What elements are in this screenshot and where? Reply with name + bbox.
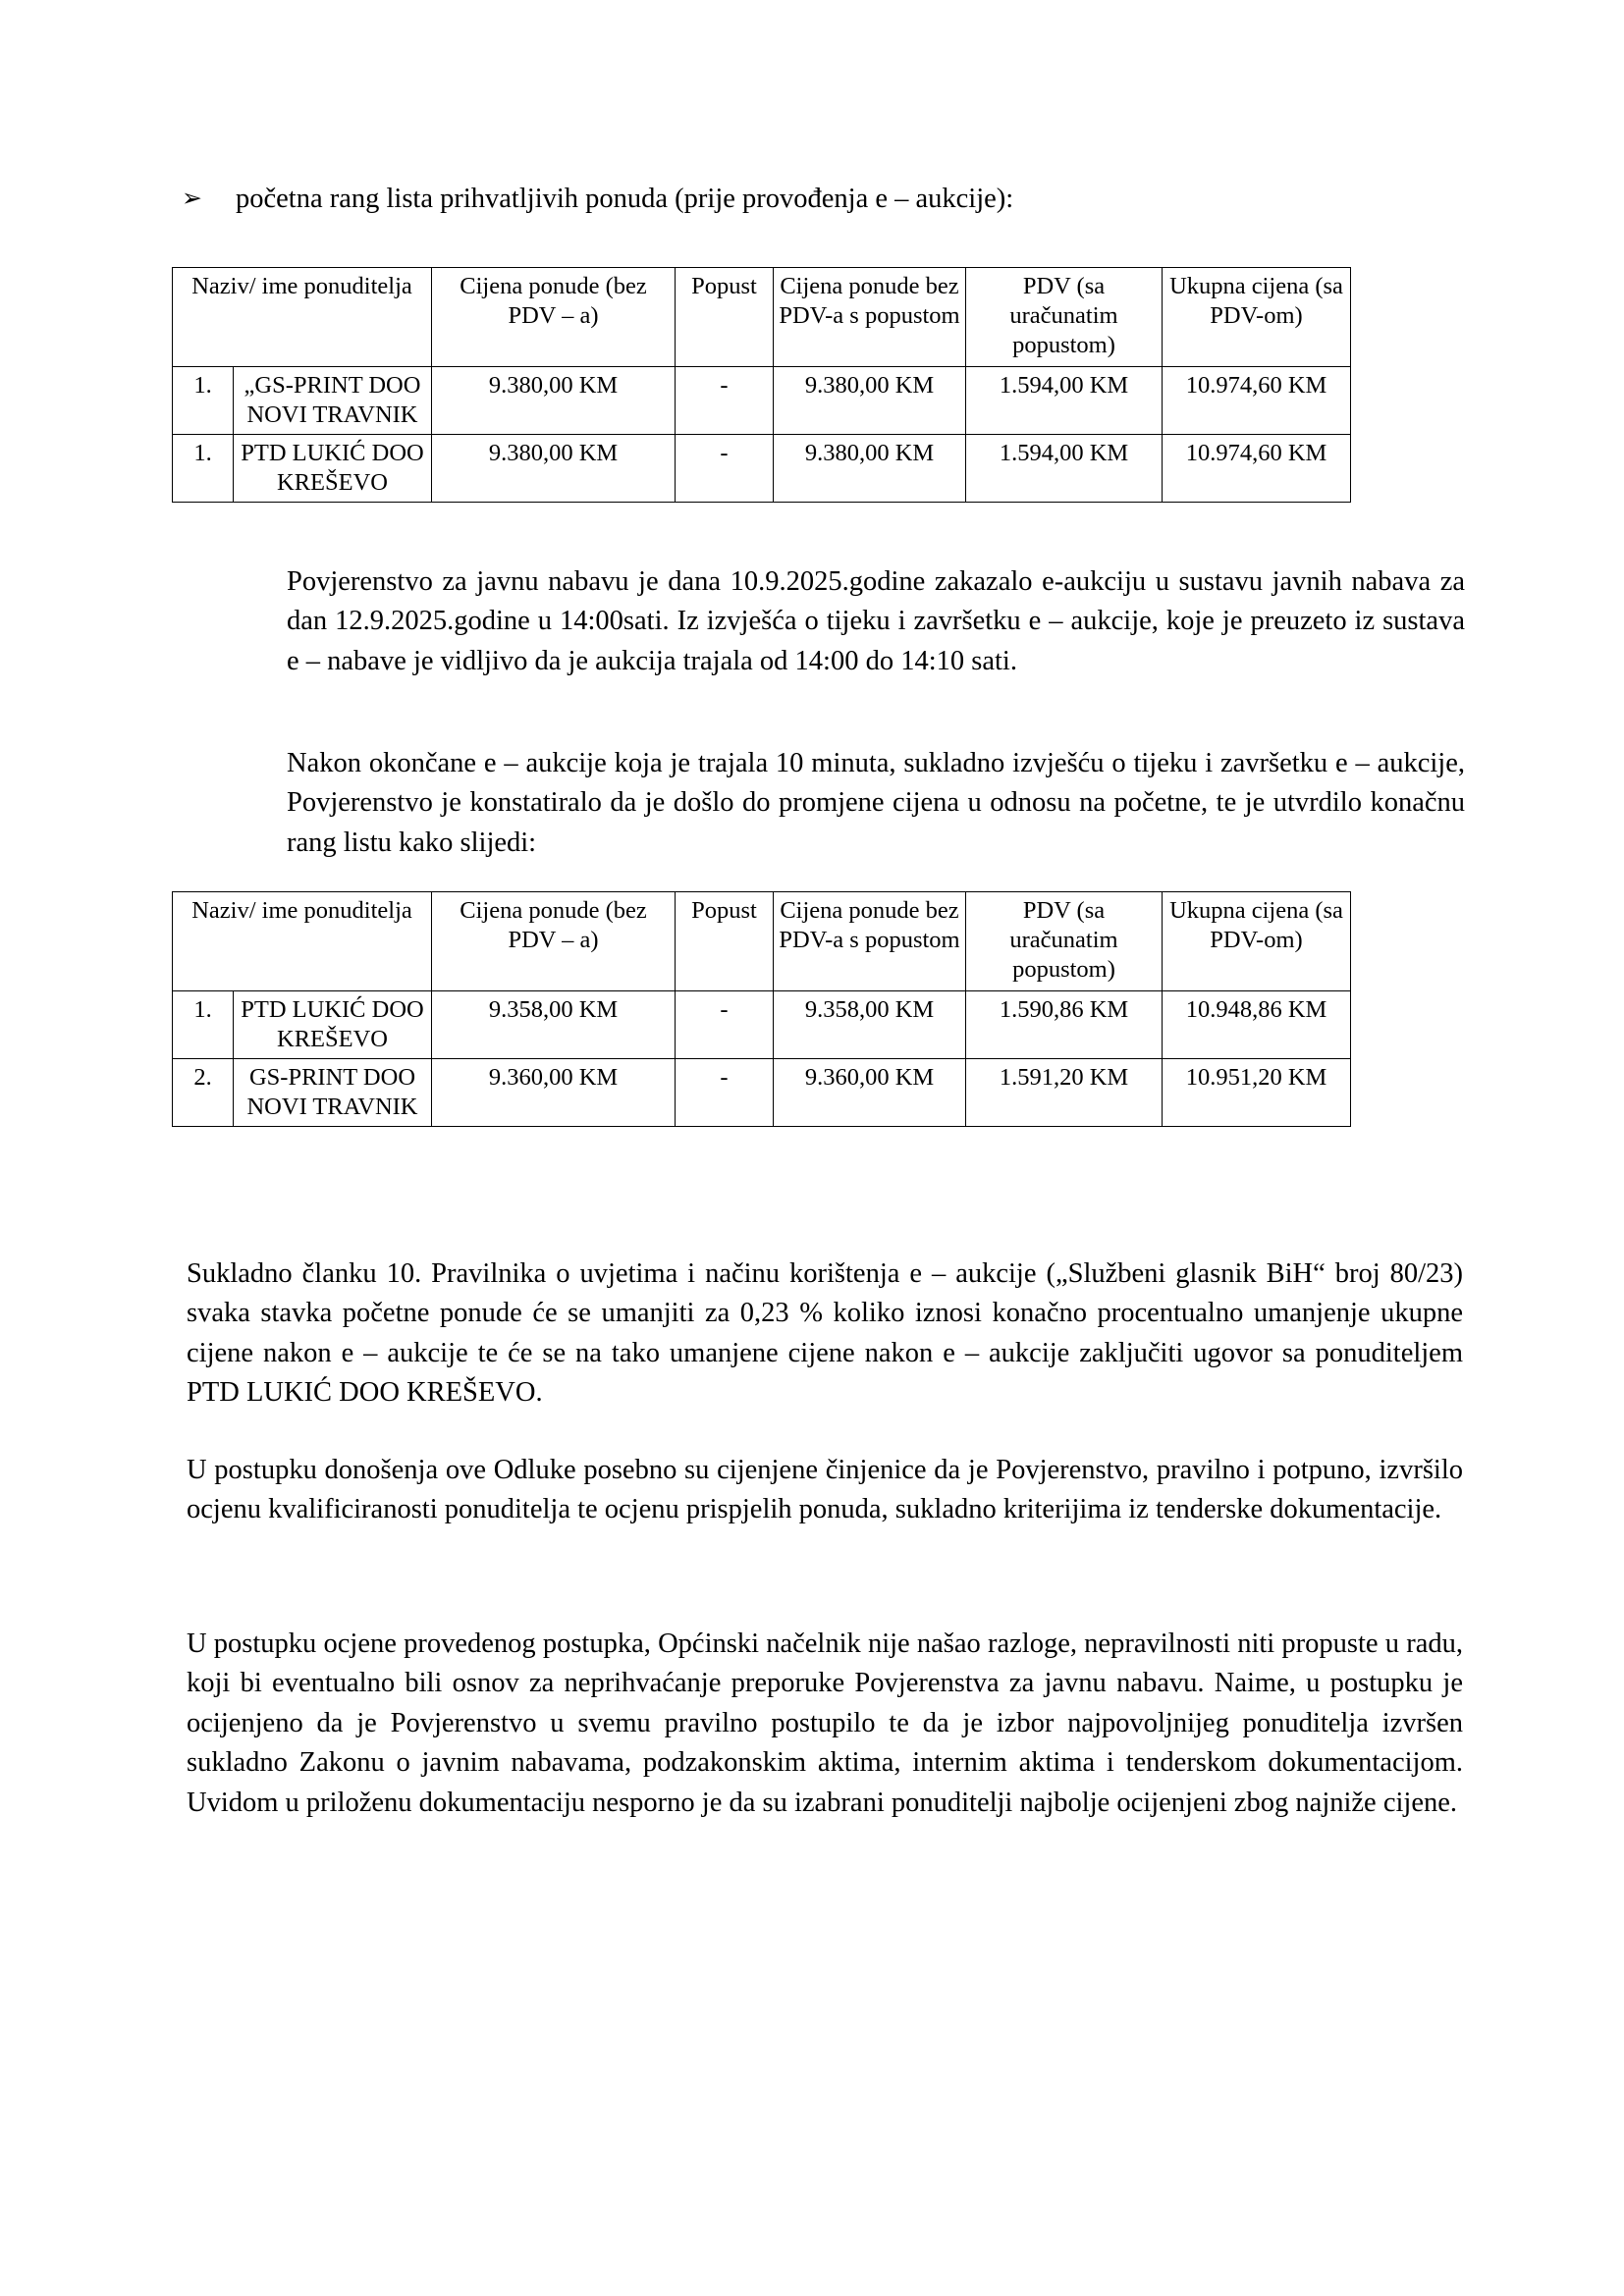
- cell-total: 10.951,20 KM: [1163, 1059, 1351, 1127]
- table-header-row: [173, 268, 1351, 367]
- cell-rank: 1.: [173, 367, 234, 435]
- header-discount: Popust: [676, 268, 774, 367]
- bidder-name-line1: PTD LUKIĆ DOO: [241, 996, 424, 1023]
- header-total: Ukupna cijena (sa PDV-om): [1163, 268, 1351, 367]
- cell-bidder-name: [234, 1059, 432, 1127]
- cell-price-no-vat: 9.380,00 KM: [432, 367, 676, 435]
- bidder-name-line1: PTD LUKIĆ DOO: [241, 440, 424, 466]
- header-price-no-vat-discounted: Cijena ponude bez PDV-a s popustom: [774, 268, 966, 367]
- cell-price-no-vat: 9.358,00 KM: [432, 991, 676, 1059]
- header-price-no-vat: Cijena ponude (bez PDV – a): [432, 892, 676, 991]
- table-row: [173, 367, 1351, 435]
- bidder-name-line2: KREŠEVO: [277, 1025, 388, 1052]
- bidder-name-line1: „GS-PRINT DOO: [244, 372, 421, 399]
- paragraph-article-10: Sukladno članku 10. Pravilnika o uvjetima i načinu korištenja e – aukcije („Službeni glasnik BiH“ broj 80/23) svaka stavka početne ponude će se umanjiti za 0,23 % koliko iznosi konačno procentualno umanjenje ukupne cijene nakon e – aukcije te će se na tako umanjene cijene nakon e – aukcije zaključiti ugovor sa ponuditeljem PTD LUKIĆ DOO KREŠEVO.: [187, 1258, 1463, 1409]
- cell-price-no-vat: 9.360,00 KM: [432, 1059, 676, 1127]
- cell-vat: 1.590,86 KM: [966, 991, 1163, 1059]
- bullet-heading-text: početna rang lista prihvatljivih ponuda (prije provođenja e – aukcije):: [236, 184, 1014, 214]
- paragraph-decision-rationale: U postupku donošenja ove Odluke posebno su cijenjene činjenice da je Povjerenstvo, pravilno i potpuno, izvršilo ocjenu kvalificiranosti ponuditelja te ocjenu prispjelih ponuda, sukladno kriterijima iz tenderske dokumentacije.: [187, 1455, 1463, 1525]
- final-ranking-table: [172, 891, 1351, 1127]
- cell-vat: 1.594,00 KM: [966, 435, 1163, 503]
- cell-price-no-vat-discounted: 9.358,00 KM: [774, 991, 966, 1059]
- initial-ranking-table: [172, 267, 1351, 503]
- paragraph-mayor-review: U postupku ocjene provedenog postupka, Općinski načelnik nije našao razloge, nepravilnosti niti propuste u radu, koji bi eventualno bili osnov za neprihvaćanje preporuke Povjerenstva za javnu nabavu. Naime, u postupku je ocijenjeno da je Povjerenstvo u svemu pravilno postupilo te da je izbor najpovoljnijeg ponuditelja izvršen sukladno Zakonu o javnim nabavama, podzakonskim aktima, internim aktima i tenderskom dokumentacijom. Uvidom u priloženu dokumentaciju nesporno je da su izabrani ponuditelji najbolje ocijenjeni zbog najniže cijene.: [187, 1629, 1463, 1818]
- cell-total: 10.948,86 KM: [1163, 991, 1351, 1059]
- cell-vat: 1.591,20 KM: [966, 1059, 1163, 1127]
- table-row: [173, 435, 1351, 503]
- bidder-name-line1: GS-PRINT DOO: [248, 1064, 416, 1091]
- paragraph-auction-result: Nakon okončane e – aukcije koja je trajala 10 minuta, sukladno izvješću o tijeku i završetku e – aukcije, Povjerenstvo je konstatiralo da je došlo do promjene cijena u odnosu na početne, te je utvrdilo konačnu rang listu kako slijedi:: [287, 748, 1465, 858]
- cell-price-no-vat-discounted: 9.360,00 KM: [774, 1059, 966, 1127]
- cell-bidder-name: [234, 991, 432, 1059]
- bidder-name-line2: KREŠEVO: [277, 468, 388, 496]
- table-row: [173, 1059, 1351, 1127]
- cell-bidder-name: [234, 435, 432, 503]
- bidder-name-line2: NOVI TRAVNIK: [246, 400, 418, 428]
- table-row: [173, 991, 1351, 1059]
- cell-price-no-vat-discounted: 9.380,00 KM: [774, 367, 966, 435]
- cell-rank: 1.: [173, 991, 234, 1059]
- header-price-no-vat: Cijena ponude (bez PDV – a): [432, 268, 676, 367]
- arrow-bullet-icon: ➢: [182, 184, 202, 212]
- cell-vat: 1.594,00 KM: [966, 367, 1163, 435]
- cell-price-no-vat-discounted: 9.380,00 KM: [774, 435, 966, 503]
- header-bidder-name: Naziv/ ime ponuditelja: [173, 268, 432, 367]
- cell-discount: -: [676, 1059, 774, 1127]
- cell-price-no-vat: 9.380,00 KM: [432, 435, 676, 503]
- cell-discount: -: [676, 435, 774, 503]
- header-discount: Popust: [676, 892, 774, 991]
- paragraph-auction-schedule: Povjerenstvo za javnu nabavu je dana 10.9.2025.godine zakazalo e-aukciju u sustavu javnih nabava za dan 12.9.2025.godine u 14:00sati. Iz izvješća o tijeku i završetku e – aukcije, koje je preuzeto iz sustava e – nabave je vidljivo da je aukcija trajala od 14:00 do 14:10 sati.: [287, 566, 1465, 676]
- cell-rank: 1.: [173, 435, 234, 503]
- header-vat: PDV (sa uračunatim popustom): [966, 892, 1163, 991]
- header-vat: PDV (sa uračunatim popustom): [966, 268, 1163, 367]
- cell-discount: -: [676, 367, 774, 435]
- bullet-heading: [182, 182, 1492, 217]
- header-price-no-vat-discounted: Cijena ponude bez PDV-a s popustom: [774, 892, 966, 991]
- header-total: Ukupna cijena (sa PDV-om): [1163, 892, 1351, 991]
- bidder-name-line2: NOVI TRAVNIK: [246, 1093, 418, 1120]
- cell-rank: 2.: [173, 1059, 234, 1127]
- table-header-row: [173, 892, 1351, 991]
- cell-discount: -: [676, 991, 774, 1059]
- header-bidder-name: Naziv/ ime ponuditelja: [173, 892, 432, 991]
- cell-total: 10.974,60 KM: [1163, 367, 1351, 435]
- cell-bidder-name: [234, 367, 432, 435]
- cell-total: 10.974,60 KM: [1163, 435, 1351, 503]
